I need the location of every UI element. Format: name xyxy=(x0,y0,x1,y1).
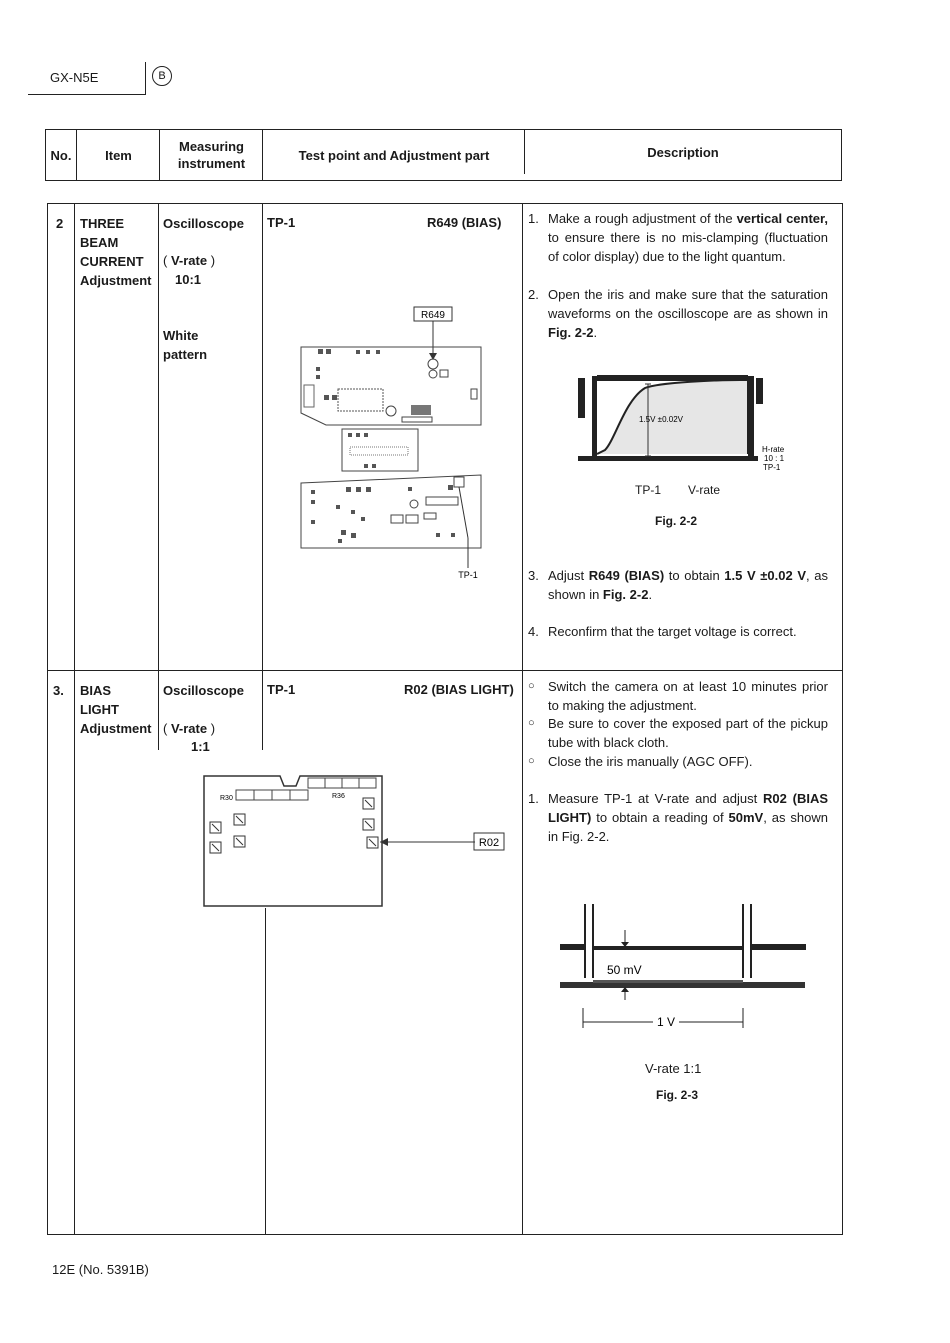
row3-test-point: TP-1 xyxy=(267,682,296,697)
header-divider xyxy=(145,62,146,95)
row2-item-l1: THREE xyxy=(80,216,125,231)
row2-step-1-num: 1. xyxy=(528,211,539,226)
row2-vrate-value: 10:1 xyxy=(175,272,202,287)
row2-item-l4: Adjustment xyxy=(80,273,152,288)
row2-item-l3: CURRENT xyxy=(80,254,144,269)
fig-2-3-span: 1 V xyxy=(656,1015,676,1029)
row2-step-3-text-c: , as shown in xyxy=(548,568,828,602)
fig-2-3-label: Fig. 2-3 xyxy=(656,1088,699,1102)
row3-vrate-label: V-rate xyxy=(170,721,208,736)
header-test-point: Test point and Adjustment part xyxy=(262,130,525,180)
row3-pcb-part-label: R02 xyxy=(478,837,500,849)
row2-step-1 xyxy=(528,209,828,266)
row2-step-3-text-a: Adjust xyxy=(548,568,589,583)
row2-vrate: ( V-rate ) xyxy=(163,253,216,268)
row2-item xyxy=(80,214,152,290)
row2-step-4 xyxy=(528,622,828,641)
row2-extra-l2: pattern xyxy=(163,347,208,362)
col-sep-3 xyxy=(262,203,263,750)
row3-step-1-bold: R02 (BIAS LIGHT) xyxy=(548,791,828,825)
row3-step-1-text-a: Measure TP-1 at V-rate and adjust xyxy=(548,791,763,806)
row2-extra-l1: White xyxy=(163,328,199,343)
row2-test-point: TP-1 xyxy=(267,215,296,230)
row2-step-3-bold: R649 (BIAS) xyxy=(588,568,665,583)
header-item: Item xyxy=(76,130,160,180)
fig-2-2-caption-tp: TP-1 xyxy=(635,483,662,497)
col-sep-4 xyxy=(522,203,523,1234)
row2-step-3-text-d: . xyxy=(648,587,653,602)
row2-step-2 xyxy=(528,285,828,342)
fig-2-2-caption-vrate: V-rate xyxy=(688,483,721,497)
row3-bullet-3 xyxy=(528,752,828,771)
col-sep-2 xyxy=(158,203,159,670)
row2-pcb-tp-label: TP-1 xyxy=(458,570,478,580)
row2-no: 2 xyxy=(56,216,64,231)
row3-instrument: Oscilloscope xyxy=(163,683,244,698)
row3-item-l2: LIGHT xyxy=(80,702,119,717)
fig-2-2-waveform xyxy=(570,370,800,480)
row3-step-1-bold2: 50mV xyxy=(728,810,764,825)
header-instrument xyxy=(159,130,263,180)
row3-item-l1: BIAS xyxy=(80,683,112,698)
row2-step-2-text-b: . xyxy=(593,325,598,340)
row2-step-2-text-a: Open the iris and make sure that the saturation waveforms on the oscilloscope are as shown in xyxy=(548,287,828,321)
fig-2-2-hrate-l2: 10 : 1 xyxy=(764,454,785,463)
row3-bullet-2-text: Be sure to cover the exposed part of the pickup tube with black cloth. xyxy=(548,716,828,750)
row2-step-3-num: 3. xyxy=(528,568,539,583)
row2-step-2-bold: Fig. 2-2 xyxy=(548,325,594,340)
row3-pcb-diagram xyxy=(200,772,510,912)
model-name: GX-N5E xyxy=(50,70,99,85)
row3-vrate-value: 1:1 xyxy=(191,739,210,754)
col-sep-2b xyxy=(158,670,159,750)
fig-2-2-level: 1.5V ±0.02V xyxy=(639,415,683,424)
row3-bullet-2 xyxy=(528,714,828,752)
bullet-icon: ○ xyxy=(528,755,535,767)
row3-adjust-part: R02 (BIAS LIGHT) xyxy=(404,682,514,697)
page-footer: 12E (No. 5391B) xyxy=(52,1262,149,1277)
fig-2-2-hrate-l3: TP-1 xyxy=(763,463,781,472)
row3-step-1-text-c: , as shown in Fig. 2-2. xyxy=(548,810,828,844)
row2-instrument: Oscilloscope xyxy=(163,216,244,231)
row2-step-1-text-a: Make a rough adjustment of the xyxy=(548,211,737,226)
col-sep-3b xyxy=(265,908,266,1234)
row2-pcb-part-label: R649 xyxy=(421,310,445,321)
row2-step-3-bold3: Fig. 2-2 xyxy=(602,587,649,602)
row2-item-l2: BEAM xyxy=(80,235,119,250)
region-badge: B xyxy=(152,66,172,86)
bullet-icon: ○ xyxy=(528,680,535,692)
header-description: Description xyxy=(524,130,841,174)
row3-bullet-1 xyxy=(528,677,828,715)
row3-step-1-text-b: to obtain a reading of xyxy=(591,810,729,825)
row3-step-1 xyxy=(528,789,828,846)
header-underline xyxy=(28,94,146,95)
table-header xyxy=(45,129,842,181)
row2-step-4-text-a: Reconfirm that the target voltage is correct. xyxy=(548,624,797,639)
fig-2-3-caption: V-rate 1:1 xyxy=(645,1061,702,1076)
row3-pcb-r30: R30 xyxy=(220,795,233,802)
bullet-icon: ○ xyxy=(528,717,535,729)
row2-vrate-label: V-rate xyxy=(170,253,208,268)
row2-pcb-diagram xyxy=(296,305,491,590)
fig-2-2-label: Fig. 2-2 xyxy=(655,514,698,528)
row2-step-3-bold2: 1.5 V ±0.02 V xyxy=(724,568,807,583)
header-instrument-l1: Measuring xyxy=(178,139,244,154)
header-no: No. xyxy=(50,147,72,163)
row2-step-4-num: 4. xyxy=(528,624,539,639)
fig-2-3-level: 50 mV xyxy=(607,963,642,977)
row3-bullet-3-text: Close the iris manually (AGC OFF). xyxy=(548,754,753,769)
col-sep-1 xyxy=(74,203,75,1234)
row2-step-3-text-b: to obtain xyxy=(664,568,725,583)
fig-2-3-waveform xyxy=(555,900,815,1035)
row3-pcb-r36: R36 xyxy=(332,793,345,800)
row3-item xyxy=(80,681,152,738)
row2-step-1-bold: vertical center, xyxy=(736,211,828,226)
row2-step-2-num: 2. xyxy=(528,287,539,302)
fig-2-2-hrate-l1: H-rate xyxy=(762,445,785,454)
row3-no: 3. xyxy=(53,683,64,698)
row3-vrate: ( V-rate ) xyxy=(163,721,216,736)
row2-step-3 xyxy=(528,566,828,604)
row3-bullet-1-text: Switch the camera on at least 10 minutes prior to making the adjustment. xyxy=(548,679,828,713)
row2-adjust-part: R649 (BIAS) xyxy=(427,215,502,230)
header-instrument-l2: instrument xyxy=(177,156,246,171)
row3-step-1-num: 1. xyxy=(528,791,539,806)
row-sep xyxy=(47,670,842,671)
row3-item-l3: Adjustment xyxy=(80,721,152,736)
row2-step-1-text-b: to ensure there is no mis-clamping (fluctuation of color display) due to the light quantum. xyxy=(548,230,828,264)
